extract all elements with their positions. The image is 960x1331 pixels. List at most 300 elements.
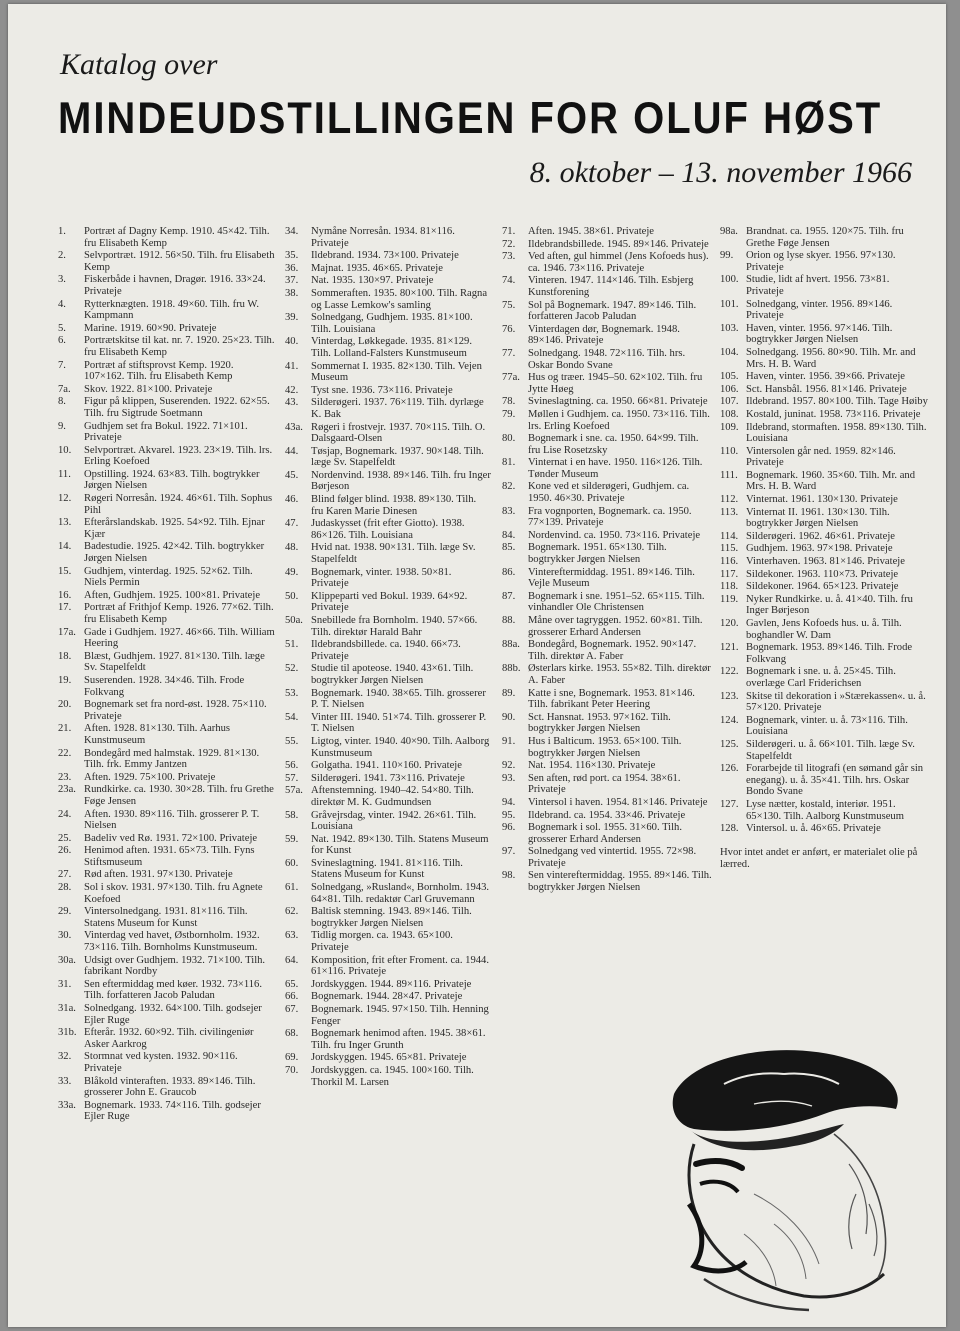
entry-text: Møllen i Gudhjem. ca. 1950. 73×116. Tilh. lrs. Erling Koefoed [528, 408, 710, 432]
entry-number: 99. [720, 250, 734, 262]
entry-number: 128. [720, 823, 739, 835]
entry-number: 50a. [285, 615, 303, 626]
catalog-entry [502, 239, 712, 251]
catalog-entry [285, 361, 491, 384]
catalog-entry [285, 663, 491, 686]
catalog-entry [285, 773, 491, 785]
catalog-entry [502, 409, 712, 432]
catalog-entry [502, 797, 712, 809]
entry-text: Silderøgeri. 1937. 76×119. Tilh. dyrlæge K. Bak [311, 397, 484, 420]
entry-number: 57a. [285, 785, 303, 797]
entry-text: Nyker Rundkirke. u. å. 41×40. Tilh. fru Inger Børjeson [746, 593, 913, 617]
entry-text: Jordskyggen. 1945. 65×81. Privateje [311, 1052, 467, 1064]
entry-number: 110. [720, 445, 739, 457]
catalog-entry [58, 930, 276, 953]
entry-text: Vinterdag ved havet, Østbornholm. 1932. 73×116. Tilh. Bornholms Kunstmuseum. [84, 930, 260, 954]
entry-number: 60. [285, 857, 299, 869]
entry-number: 103. [720, 322, 739, 334]
catalog-entry [502, 567, 712, 590]
entry-text: Bondegård, Bognemark. 1952. 90×147. Tilh. direktør A. Faber [528, 639, 697, 662]
entry-number: 64. [285, 954, 299, 966]
entry-number: 7. [58, 359, 66, 371]
entry-number: 21. [58, 723, 72, 735]
catalog-entry [720, 715, 928, 738]
entry-text: Rød aften. 1931. 97×130. Privateje [84, 869, 233, 881]
entry-text: Solnedgang, vinter. 1956. 89×146. Privateje [746, 298, 893, 322]
entry-number: 22. [58, 747, 72, 759]
catalog-entry [502, 822, 712, 845]
entry-text: Sen vintereftermiddag. 1955. 89×146. Tilh. bogtrykker Jørgen Nielsen [528, 870, 712, 894]
entry-text: Vinternat II. 1961. 130×130. Tilh. bogtrykker Jørgen Nielsen [746, 506, 890, 530]
catalog-entry [58, 1100, 276, 1123]
catalog-entry [720, 569, 928, 581]
entry-text: Blind følger blind. 1938. 89×130. Tilh. fru Karen Marie Dinesen [311, 494, 477, 517]
catalog-entry [58, 955, 276, 978]
catalog-entry [58, 590, 276, 602]
catalog-entry [58, 772, 276, 784]
catalog-entry [58, 1076, 276, 1099]
entry-number: 77. [502, 347, 516, 359]
catalog-entry [720, 250, 928, 273]
catalog-entry [502, 530, 712, 542]
catalog-entry [285, 263, 491, 275]
catalog-entry [285, 336, 491, 359]
entry-number: 66. [285, 991, 299, 1003]
entry-text: Bognemark. 1933. 74×116. Tilh. godsejer Ejler Ruge [84, 1099, 261, 1123]
entry-text: Aften. 1929. 75×100. Privateje [84, 771, 216, 783]
entry-number: 19. [58, 674, 72, 686]
catalog-entry [502, 810, 712, 822]
catalog-entry [58, 748, 276, 771]
catalog-entry [285, 385, 491, 397]
catalog-entry [285, 955, 491, 978]
catalog-entry [58, 421, 276, 444]
entry-text: Gråvejrsdag, vinter. 1942. 26×61. Tilh. Louisiana [311, 809, 477, 833]
entry-number: 76. [502, 323, 516, 335]
entry-number: 23. [58, 771, 72, 783]
catalog-entry [285, 470, 491, 493]
entry-text: Aften. 1945. 38×61. Privateje [528, 226, 655, 237]
catalog-entry [285, 858, 491, 881]
entry-text: Fiskerbåde i havnen, Dragør. 1916. 33×24. Privateje [84, 274, 266, 297]
entry-number: 5. [58, 322, 66, 334]
entry-number: 96. [502, 822, 516, 834]
catalog-entry [720, 494, 928, 506]
catalog-entry [285, 760, 491, 772]
catalog-entry [720, 823, 928, 835]
entry-text: Klippeparti ved Bokul. 1939. 64×92. Privateje [311, 590, 468, 614]
catalog-entry [502, 372, 712, 395]
catalog-entry [58, 723, 276, 746]
entry-number: 7a. [58, 383, 71, 395]
entry-number: 42. [285, 384, 299, 396]
entry-text: Solnedgang. 1948. 72×116. Tilh. hrs. Oskar Bondo Svane [528, 347, 686, 371]
entry-number: 127. [720, 798, 739, 810]
entry-number: 23a. [58, 784, 76, 796]
entry-number: 74. [502, 275, 516, 287]
entry-number: 14. [58, 541, 72, 553]
catalog-entry [285, 397, 491, 420]
entry-text: Bognemark set fra nord-øst. 1928. 75×110. Privateje [84, 699, 267, 722]
catalog-entry [58, 1003, 276, 1026]
entry-text: Badestudie. 1925. 42×42. Tilh. bogtrykker Jørgen Nielsen [84, 541, 265, 565]
entry-text: Studie til apoteose. 1940. 43×61. Tilh. bogtrykker Jørgen Nielsen [311, 663, 474, 686]
entry-text: Vinternat. 1961. 130×130. Privateje [746, 494, 898, 506]
catalog-entry [58, 906, 276, 929]
entry-text: Bognemark. 1960. 35×60. Tilh. Mr. and Mrs. H. B. Ward [746, 469, 916, 493]
entry-number: 85. [502, 542, 516, 554]
entry-text: Ildebrand. 1934. 73×100. Privateje [311, 250, 459, 262]
entry-text: Jordskyggen. ca. 1945. 100×160. Tilh. Thorkil M. Larsen [311, 1064, 474, 1088]
entry-number: 77a. [502, 372, 520, 384]
entry-text: Bognemark. 1953. 89×146. Tilh. Frode Folkvang [746, 642, 913, 665]
entry-number: 95. [502, 809, 516, 821]
entry-number: 93. [502, 772, 516, 784]
catalog-entry [285, 1028, 491, 1051]
entry-number: 18. [58, 650, 72, 662]
catalog-entry [502, 251, 712, 274]
entry-number: 63. [285, 930, 299, 942]
entry-number: 104. [720, 346, 739, 358]
catalog-entry [58, 493, 276, 516]
catalog-entry [502, 396, 712, 408]
entry-text: Haven, vinter. 1956. 97×146. Tilh. bogtrykker Jørgen Nielsen [746, 322, 893, 346]
entry-number: 29. [58, 906, 72, 918]
entry-text: Solnedgang. 1932. 64×100. Tilh. godsejer Ejler Ruge [84, 1003, 262, 1026]
catalog-entry [502, 846, 712, 869]
entry-text: Komposition, frit efter Froment. ca. 1944. 61×116. Privateje [311, 954, 489, 978]
catalog-entry [58, 226, 276, 249]
catalog-entry [58, 299, 276, 322]
entry-text: Gudhjem. 1963. 97×198. Privateje [746, 543, 893, 555]
entry-text: Hus og træer. 1945–50. 62×102. Tilh. fru Jytte Høeg [528, 372, 703, 395]
entry-text: Fra vognporten, Bognemark. ca. 1950. 77×139. Privateje [528, 505, 692, 529]
entry-number: 49. [285, 566, 299, 578]
catalog-entry [285, 785, 491, 808]
entry-text: Forarbejde til litografi (en sømand går sin enegang). u. å. 35×41. Tilh. hrs. Oskar Bondo Svane [746, 763, 924, 798]
entry-number: 6. [58, 335, 66, 347]
catalog-entry [502, 663, 712, 686]
entry-number: 61. [285, 882, 299, 894]
catalog-entry [720, 274, 928, 297]
entry-text: Ildebrand. 1957. 80×100. Tilh. Tage Høiby [746, 396, 928, 408]
entry-number: 113. [720, 506, 739, 518]
catalog-entry [720, 666, 928, 689]
entry-number: 116. [720, 556, 739, 568]
catalog-entry [58, 335, 276, 358]
entry-number: 45. [285, 469, 299, 481]
entry-text: Gade i Gudhjem. 1927. 46×66. Tilh. William Heering [84, 626, 275, 650]
catalog-entry [285, 688, 491, 711]
entry-text: Nat. 1935. 130×97. Privateje [311, 275, 434, 287]
entry-text: Haven, vinter. 1956. 39×66. Privateje [746, 371, 905, 383]
entry-text: Nordenvind. 1938. 89×146. Tilh. fru Inger Børjeson [311, 469, 491, 493]
entry-number: 41. [285, 360, 299, 372]
entry-text: Portrætskitse til kat. nr. 7. 1920. 25×23. Tilh. fru Elisabeth Kemp [84, 335, 275, 358]
catalog-entry [285, 712, 491, 735]
catalog-entry [720, 618, 928, 641]
catalog-entry [502, 688, 712, 711]
entry-number: 39. [285, 312, 299, 324]
entry-number: 120. [720, 618, 739, 629]
entry-text: Sildekoner. 1964. 65×123. Privateje [746, 581, 899, 593]
catalog-entry [502, 226, 712, 238]
entry-text: Udsigt over Gudhjem. 1932. 71×100. Tilh. fabrikant Nordby [84, 954, 266, 978]
entry-text: Portræt af Frithjof Kemp. 1926. 77×62. Tilh. fru Elisabeth Kemp [84, 602, 274, 625]
catalog-entry [58, 1051, 276, 1074]
catalog-entry [58, 323, 276, 335]
entry-number: 100. [720, 274, 739, 286]
entry-text: Suserenden. 1928. 34×46. Tilh. Frode Folkvang [84, 674, 245, 698]
entry-number: 10. [58, 444, 72, 456]
entry-text: Solnedgang, Gudhjem. 1935. 81×100. Tilh. Louisiana [311, 312, 473, 335]
entry-text: Sen eftermiddag med køer. 1932. 73×116. Tilh. forfatteren Jacob Paludan [84, 978, 262, 1002]
entry-text: Vinteren. 1947. 114×146. Tilh. Esbjerg Kunstforening [528, 275, 694, 298]
entry-text: Katte i sne, Bognemark. 1953. 81×146. Tilh. fabrikant Peter Heering [528, 687, 695, 711]
catalog-entry [285, 991, 491, 1003]
entry-text: Skitse til dekoration i »Stærekassen«. u. å. 57×120. Privateje [746, 690, 926, 714]
entry-text: Tyst sne. 1936. 73×116. Privateje [311, 384, 453, 396]
catalog-entry [502, 348, 712, 371]
catalog-entry [285, 979, 491, 991]
catalog-column-2 [285, 226, 491, 1089]
entry-number: 98. [502, 870, 516, 882]
entry-text: Efterårslandskab. 1925. 54×92. Tilh. Ejnar Kjær [84, 517, 265, 540]
entry-text: Golgatha. 1941. 110×160. Privateje [311, 760, 462, 772]
catalog-entry [502, 506, 712, 529]
entry-text: Opstilling. 1924. 63×83. Tilh. bogtrykker Jørgen Nielsen [84, 468, 260, 492]
catalog-entry [502, 433, 712, 456]
entry-number: 43. [285, 397, 299, 409]
entry-text: Lyse nætter, kostald, interiør. 1951. 65×130. Tilh. Aalborg Kunstmuseum [746, 798, 904, 822]
entry-text: Sct. Hansbål. 1956. 81×146. Privateje [746, 383, 907, 395]
entry-number: 59. [285, 833, 299, 845]
catalog-entry [58, 602, 276, 625]
catalog-entry [285, 226, 491, 249]
entry-number: 87. [502, 590, 516, 602]
entry-number: 98a. [720, 226, 738, 237]
entry-number: 12. [58, 493, 72, 505]
entry-text: Portræt af stiftsprovst Kemp. 1920. 107×162. Tilh. fru Elisabeth Kemp [84, 359, 234, 383]
entry-text: Silderøgeri. 1941. 73×116. Privateje [311, 772, 465, 784]
entry-text: Ved aften, gul himmel (Jens Kofoeds hus). ca. 1946. 73×116. Privateje [528, 251, 709, 274]
entry-number: 126. [720, 763, 739, 775]
entry-number: 11. [58, 468, 71, 480]
entry-text: Sol på Bognemark. 1947. 89×146. Tilh. forfatteren Jacob Paludan [528, 299, 697, 323]
catalog-entry [285, 312, 491, 335]
catalog-entry [58, 699, 276, 722]
entry-number: 24. [58, 808, 72, 820]
catalog-entry [720, 226, 928, 249]
catalog-entry [58, 445, 276, 468]
entry-number: 88a. [502, 639, 520, 651]
entry-text: Vintersolnedgang. 1931. 81×116. Tilh. Statens Museum for Kunst [84, 906, 248, 929]
entry-number: 75. [502, 299, 516, 311]
entry-number: 32. [58, 1051, 72, 1063]
entry-text: Bognemark i sne. 1951–52. 65×115. Tilh. vinhandler Ole Christensen [528, 590, 705, 614]
entry-text: Hvid nat. 1938. 90×131. Tilh. læge Sv. Stapelfeldt [311, 542, 476, 566]
entry-text: Tidlig morgen. ca. 1943. 65×100. Privateje [311, 930, 453, 954]
entry-number: 31a. [58, 1003, 76, 1014]
entry-number: 2. [58, 250, 66, 262]
entry-text: Aften. 1930. 89×116. Tilh. grosserer P. T. Nielsen [84, 808, 260, 832]
catalog-entry [720, 299, 928, 322]
catalog-entry [502, 324, 712, 347]
catalog-entry [502, 300, 712, 323]
catalog-entry [502, 275, 712, 298]
catalog-entry [58, 833, 276, 845]
entry-number: 36. [285, 262, 299, 274]
catalog-entry [285, 591, 491, 614]
entry-text: Nat. 1954. 116×130. Privateje [528, 760, 656, 772]
entry-text: Brandnat. ca. 1955. 120×75. Tilh. fru Grethe Føge Jensen [746, 226, 904, 249]
entry-number: 82. [502, 481, 516, 493]
catalog-entry [285, 1065, 491, 1088]
entry-text: Bognemark i sol. 1955. 31×60. Tilh. grosserer Erhard Andersen [528, 822, 683, 845]
catalog-entry [285, 275, 491, 287]
entry-text: Kostald, juninat. 1958. 73×116. Privateje [746, 408, 921, 420]
entry-number: 25. [58, 832, 72, 844]
catalog-entry [58, 396, 276, 419]
entry-number: 72. [502, 238, 516, 250]
exhibition-title: MINDEUDSTILLINGEN FOR OLUF HØST [58, 94, 883, 144]
entry-number: 118. [720, 581, 739, 593]
entry-text: Bognemark henimod aften. 1945. 38×61. Tilh. fru Inger Grunth [311, 1028, 486, 1051]
catalog-entry [720, 323, 928, 346]
entry-number: 115. [720, 543, 739, 555]
catalog-entry [502, 639, 712, 662]
catalog-entry [58, 979, 276, 1002]
entry-text: Sct. Hansnat. 1953. 97×162. Tilh. bogtrykker Jørgen Nielsen [528, 711, 671, 735]
entry-number: 30. [58, 930, 72, 942]
catalog-entry [720, 371, 928, 383]
catalog-entry [720, 799, 928, 822]
entry-text: Majnat. 1935. 46×65. Privateje [311, 262, 443, 274]
entry-number: 8. [58, 396, 66, 408]
catalog-entry [285, 615, 491, 638]
entry-text: Marine. 1919. 60×90. Privateje [84, 322, 217, 334]
entry-number: 44. [285, 445, 299, 457]
entry-text: Bognemark, vinter. u. å. 73×116. Tilh. Louisiana [746, 714, 908, 738]
catalog-column-1 [58, 226, 276, 1124]
entry-number: 16. [58, 589, 72, 601]
entry-number: 89. [502, 687, 516, 699]
catalog-entry [720, 446, 928, 469]
catalog-entry [720, 347, 928, 370]
catalog-entry [720, 581, 928, 593]
entry-text: Hus i Balticum. 1953. 65×100. Tilh. bogtrykker Jørgen Nielsen [528, 735, 682, 759]
entry-text: Blæst, Gudhjem. 1927. 81×130. Tilh. læge Sv. Stapelfeldt [84, 650, 265, 674]
entry-text: Nordenvind. ca. 1950. 73×116. Privateje [528, 529, 701, 541]
entry-number: 88b. [502, 663, 521, 675]
entry-text: Ildebrand, stormaften. 1958. 89×130. Tilh. Louisiana [746, 421, 927, 445]
catalog-entry [58, 675, 276, 698]
entry-number: 38. [285, 287, 299, 299]
entry-number: 71. [502, 226, 516, 237]
catalog-entry [285, 494, 491, 517]
entry-number: 35. [285, 250, 299, 262]
entry-text: Silderøgeri. u. å. 66×101. Tilh. læge Sv. Stapelfeldt [746, 738, 915, 762]
entry-text: Sen aften, rød port. ca 1954. 38×61. Privateje [528, 772, 681, 796]
entry-number: 56. [285, 760, 299, 772]
entry-text: Rytterknægten. 1918. 49×60. Tilh. fru W. Kampmann [84, 298, 260, 322]
catalog-entry [285, 930, 491, 953]
entry-number: 108. [720, 408, 739, 420]
entry-text: Bognemark i sne. u. å. 25×45. Tilh. overlæge Carl Friderichsen [746, 666, 896, 689]
entry-number: 65. [285, 978, 299, 990]
catalog-entry [285, 1004, 491, 1027]
entry-text: Bondegård med halmstak. 1929. 81×130. Tilh. frk. Emmy Jantzen [84, 747, 260, 771]
entry-number: 106. [720, 383, 739, 395]
catalog-entry [285, 542, 491, 565]
catalog-entry [502, 481, 712, 504]
entry-number: 112. [720, 494, 739, 506]
entry-number: 125. [720, 738, 739, 750]
entry-text: Vinterdag, Løkkegade. 1935. 81×129. Tilh. Lolland-Falsters Kunstmuseum [311, 336, 472, 359]
entry-number: 20. [58, 699, 72, 711]
catalog-entry [720, 384, 928, 396]
entry-number: 83. [502, 505, 516, 517]
catalog-entry [720, 396, 928, 408]
catalog-entry [502, 870, 712, 893]
entry-number: 70. [285, 1064, 299, 1076]
catalog-entry [720, 422, 928, 445]
entry-text: Røgeri i frostvejr. 1937. 70×115. Tilh. O. Dalsgaard-Olsen [311, 421, 486, 445]
entry-text: Svineslagtning. ca. 1950. 66×81. Privateje [528, 396, 708, 408]
entry-number: 117. [720, 568, 739, 580]
entry-text: Selvportræt. Akvarel. 1923. 23×19. Tilh. lrs. Erling Koefoed [84, 444, 273, 468]
entry-number: 119. [720, 593, 739, 605]
catalog-entry [502, 773, 712, 796]
entry-number: 53. [285, 687, 299, 699]
entry-text: Sol i skov. 1931. 97×130. Tilh. fru Agnete Koefoed [84, 882, 263, 905]
entry-text: Vintersolen går ned. 1959. 82×146. Privateje [746, 445, 896, 469]
entry-text: Sildekoner. 1963. 110×73. Privateje [746, 568, 899, 580]
entry-number: 1. [58, 226, 66, 237]
catalog-entry [720, 691, 928, 714]
catalog-entry [58, 517, 276, 540]
catalog-entry [285, 446, 491, 469]
entry-number: 91. [502, 735, 516, 747]
entry-number: 43a. [285, 421, 303, 433]
entry-text: Aftenstemning. 1940–42. 54×80. Tilh. direktør M. K. Gudmundsen [311, 785, 474, 808]
catalog-entry [58, 627, 276, 650]
entry-number: 30a. [58, 954, 76, 966]
entry-number: 31. [58, 978, 72, 990]
entry-number: 88. [502, 615, 516, 626]
entry-text: Vinterdagen dør, Bognemark. 1948. 89×146. Privateje [528, 323, 680, 347]
entry-text: Skov. 1922. 81×100. Privateje [84, 383, 213, 395]
entry-text: Gudhjem, vinterdag. 1925. 52×62. Tilh. Niels Permin [84, 565, 253, 589]
entry-number: 58. [285, 809, 299, 821]
catalog-entry [58, 1027, 276, 1050]
catalog-entry [58, 469, 276, 492]
catalog-entry [720, 763, 928, 798]
entry-number: 54. [285, 711, 299, 723]
catalog-entry [285, 810, 491, 833]
catalog-entry [502, 542, 712, 565]
catalog-entry [720, 594, 928, 617]
entry-number: 97. [502, 846, 516, 858]
entry-number: 47. [285, 518, 299, 530]
entry-text: Ildebrand. ca. 1954. 33×46. Privateje [528, 809, 686, 821]
entry-text: Portræt af Dagny Kemp. 1910. 45×42. Tilh. fru Elisabeth Kemp [84, 226, 270, 249]
entry-text: Vintersol. u. å. 46×65. Privateje [746, 823, 881, 835]
entry-number: 68. [285, 1028, 299, 1040]
entry-number: 33. [58, 1075, 72, 1087]
entry-number: 50. [285, 590, 299, 602]
entry-number: 90. [502, 711, 516, 723]
